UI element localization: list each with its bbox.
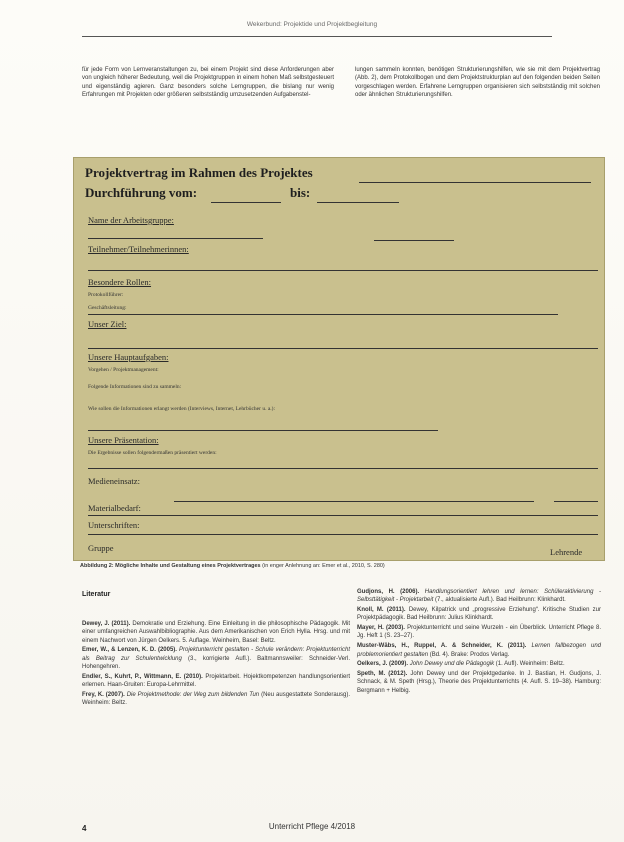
footer-journal-title: Unterricht Pflege 4/2018 [268, 822, 356, 831]
reference-entry: Endler, S., Kuhrt, P., Wittmann, E. (2010). Projektarbeit. Hojektkompetenzen handlungsorientiert erlernen. Haan-Gruiten: Europa-Lehrmittel. [82, 673, 351, 689]
references-left [82, 620, 350, 709]
label-protocol: Protokollführer: [88, 292, 124, 298]
group-name-line-2 [374, 240, 454, 241]
label-goal: Unser Ziel: [88, 319, 127, 329]
label-signatures: Unterschriften: [88, 520, 140, 530]
reference-entry: Frey, K. (2007). Die Projektmethode: der Weg zum bildenden Tun (Neu ausgestattete Sonderausg). Weinheim: Beltz. [82, 691, 351, 707]
label-group-signature: Gruppe [88, 543, 114, 553]
title-fill-line [359, 182, 591, 183]
label-media: Medieneinsatz: [88, 476, 140, 486]
label-material: Materialbedarf: [88, 503, 141, 513]
page-number: 4 [82, 824, 87, 833]
label-task-information: Folgende Informationen sind zu sammeln: [88, 384, 182, 390]
presentation-line [88, 468, 598, 469]
label-presentation-how: Die Ergebnisse sollen folgendermaßen präsentiert werden: [88, 450, 217, 456]
signatures-line [88, 534, 598, 535]
references-right [357, 588, 601, 697]
label-management: Geschäftsleitung: [88, 305, 127, 311]
reference-entry: Dewey, J. (2011). Demokratie und Erziehung. Eine Einleitung in die philosophische Pädagogik. Mit einer umfangreichen Auswahlbibliographie. Aus dem Amerikanischen von Erich Hylla. Hrsg. und mit einem Nachwort von Jürgen Oelkers. 5. Auflage. Weinheim, Basel: Beltz. [82, 621, 351, 644]
goal-line [88, 348, 598, 349]
form-date-to-label: bis: [290, 185, 311, 200]
label-group-name: Name der Arbeitsgruppe: [88, 215, 174, 225]
material-line [88, 515, 598, 516]
reference-entry: Oelkers, J. (2009). John Dewey und die Pädagogik (1. Aufl). Weinheim: Beltz. [357, 661, 565, 668]
reference-entry: Gudjons, H. (2006). Handlungsorientiert lehren und lernen: Schüleraktivierung - Selbsttätigkeit - Projektarbeit (7., aktualisierte Aufl.). Bad Heilbrunn: Klinkhardt. [357, 589, 602, 604]
body-text-left: für jede Form von Lernveranstaltungen zu, bei einem Projekt sind diese Anforderungen aber von ungleich höherer Bedeutung, weil die Projektgruppen in einem hohen Maß selbstgesteuert und eigenständig agieren. Ganz besonders solche Lerngruppen, die bislang nur wenig Erfahrungen mit Projekten oder größeren selbstständig umzusetzenden Aufgabenstel- [82, 67, 334, 98]
participants-line [88, 270, 598, 271]
form-title: Projektvertrag im Rahmen des Projektes [85, 165, 313, 180]
caption-label: Abbildung 2: Mögliche Inhalte und Gestaltung eines Projektvertrages [80, 563, 261, 569]
reference-entry: Muster-Wäbs, H., Ruppel, A. & Schneider, K. (2011). Lernen fallbezogen und problemorientiert gestalten (Bd. 4). Brake: Prodos Verlag. [357, 643, 601, 658]
group-name-line [88, 238, 263, 239]
date-to-line [317, 202, 399, 203]
roles-line [88, 314, 558, 315]
figure-caption [80, 563, 600, 569]
label-presentation: Unsere Präsentation: [88, 435, 159, 445]
header-rule [82, 36, 552, 37]
reference-entry: Speth, M. (2012). John Dewey und der Projektgedanke. In J. Bastian, H. Gudjons, J. Schnack, & M. Speth (Hrsg.), Theorie des Projektunterrichts (4. Aufl. S. 19–38). Hamburg: Bergmann + Helbig. [357, 671, 601, 694]
body-text-right: lungen sammeln konnten, benötigen Strukturierungshilfen, wie sie mit dem Projektvertrag (Abb. 2), dem Protokollbogen und dem Projektstrukturplan auf den folgenden beiden Seiten vorgeschlagen werden. Erfahrene Lerngruppen organisieren sich selbstständig mit solchen oder ähnlichen Strukturierungshilfen. [355, 67, 600, 98]
tasks-line [88, 430, 438, 431]
label-participants: Teilnehmer/Teilnehmerinnen: [88, 244, 189, 254]
reference-entry: Mayer, H. (2003). Projektunterricht und seine Wurzeln - ein Überblick. Unterricht Pflege 8. Jg. Heft 1 (S. 23–27). [357, 625, 601, 640]
project-contract-form [73, 157, 605, 561]
reference-entry: Emer, W., & Lenzen, K. D. (2005). Projektunterricht gestalten - Schule verändern: Projektunterricht als Beitrag zur Schulentwicklung (3., korrigierte Aufl.). Baltmannsweiler: Schneider-Verl. Hohengehren. [82, 647, 350, 670]
media-line [174, 501, 534, 502]
literature-heading: Literatur [82, 591, 111, 598]
caption-source: (in enger Anlehnung an: Emer et al., 2010, S. 280) [262, 563, 385, 569]
label-task-procedure: Vorgehen / Projektmanagement: [88, 367, 159, 373]
media-line-2 [554, 501, 598, 502]
label-main-tasks: Unsere Hauptaufgaben: [88, 352, 169, 362]
label-roles: Besondere Rollen: [88, 277, 152, 287]
label-task-sources: Wie sollen die Informationen erlangt werden (Interviews, Internet, Lehrbücher u. a.): [88, 406, 276, 412]
date-from-line [211, 202, 281, 203]
reference-entry: Knoll, M. (2011). Dewey, Kilpatrick und „progressive Erziehung“. Kritische Studien zur Projektpädagogik. Bad Heilbrunn: Julius Klinkhardt. [357, 607, 602, 622]
form-date-label: Durchführung vom: [85, 185, 198, 200]
running-header: Wekerbund: Projektide und Projektbegleitung [246, 21, 378, 28]
label-teacher-signature: Lehrende [550, 547, 583, 557]
